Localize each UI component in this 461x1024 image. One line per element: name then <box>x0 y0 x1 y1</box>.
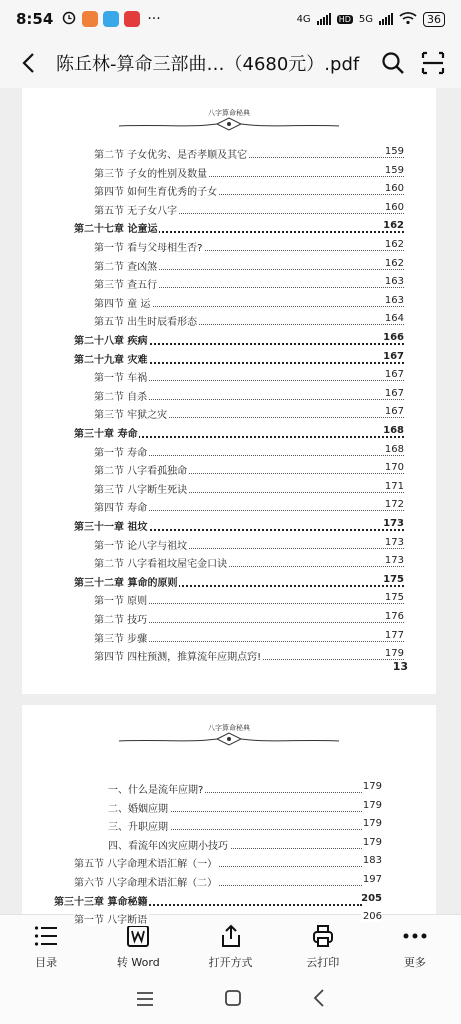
printer-icon <box>311 922 335 950</box>
more-button-label: 更多 <box>403 956 426 969</box>
toc-entry-page: 171 <box>384 480 404 492</box>
toc-entry-page: 205 <box>361 892 382 904</box>
toc-entry-title: 第二节 查凶煞 <box>94 258 159 273</box>
app-notification-orange-icon <box>82 11 98 27</box>
toc-entry-title: 第三十二章 算命的原则 <box>74 574 179 589</box>
toc-entry-title: 第三节 子女的性别及数量 <box>94 165 209 180</box>
toc-entry-page: 164 <box>384 313 404 325</box>
toc-entry[interactable] <box>22 295 436 313</box>
toc-entry-page: 168 <box>384 443 404 455</box>
app-notification-blue-icon <box>103 11 119 27</box>
cloud-print-button[interactable] <box>277 915 369 977</box>
toc-entry-page: 175 <box>383 573 404 585</box>
toc-entry-page: 179 <box>362 799 382 811</box>
toc-entry-title: 第五节 无子女八字 <box>94 202 179 217</box>
toc-entry-page: 163 <box>384 294 404 306</box>
open-with-button[interactable] <box>184 915 276 977</box>
more-notifications-icon: ··· <box>147 11 161 27</box>
alarm-icon <box>61 9 77 29</box>
cloud-print-label: 云打印 <box>306 956 340 969</box>
toc-entry[interactable] <box>22 537 436 555</box>
document-title: 陈丘林-算命三部曲…（4680元）.pdf <box>56 54 360 75</box>
toc-entry-page: 160 <box>384 183 404 195</box>
toc-entry[interactable] <box>22 388 436 406</box>
more-icon <box>403 922 427 950</box>
toc-entry-title: 第三节 查五行 <box>94 276 159 291</box>
search-icon[interactable] <box>379 49 407 77</box>
document-title-bar <box>0 38 461 88</box>
toc-entry-title: 第二节 自杀 <box>94 388 149 403</box>
convert-word-label: 转 Word <box>116 956 160 969</box>
page-header-text: 八字算命秘典 <box>208 724 250 732</box>
system-nav-bar <box>0 976 461 1024</box>
toc-entry[interactable] <box>22 574 436 592</box>
back-arrow-icon[interactable] <box>14 49 42 77</box>
network-4g-label: 4G <box>296 13 311 25</box>
toc-entry-page: 168 <box>383 425 404 436</box>
word-convert-icon <box>126 922 150 950</box>
toc-entry-page: 183 <box>362 855 382 867</box>
page-header-text: 八字算命秘典 <box>208 109 250 117</box>
toc-entry-page: 173 <box>384 555 404 567</box>
toc-entry-title: 三、升职应期 <box>108 818 170 833</box>
battery-icon: 36 <box>423 12 445 27</box>
toc-entry-page: 173 <box>383 518 404 529</box>
recent-apps-icon[interactable] <box>136 991 154 1010</box>
toc-button-label: 目录 <box>35 956 58 969</box>
toc-entry[interactable] <box>22 818 436 836</box>
toc-entry[interactable] <box>22 425 436 443</box>
toc-entry[interactable] <box>22 220 436 238</box>
toc-entry-title: 第六节 八字命理术语汇解（二） <box>74 874 219 889</box>
toc-entry-title: 第一节 八字断语 <box>74 911 149 926</box>
toc-entry-page: 162 <box>383 220 404 232</box>
toc-entry[interactable] <box>22 146 436 164</box>
toc-entry-page: 179 <box>362 818 382 830</box>
toc-entry[interactable] <box>22 499 436 517</box>
toc-entry-page: 172 <box>384 499 404 511</box>
toc-entry[interactable] <box>22 630 436 648</box>
toc-entry-title: 第二十九章 灾难 <box>74 351 149 366</box>
toc-entry-page: 162 <box>384 257 404 269</box>
toc-entry[interactable] <box>22 369 436 387</box>
home-icon[interactable] <box>225 990 241 1010</box>
toc-entry-title: 第一节 看与父母相生否? <box>94 239 205 254</box>
toc-entry[interactable] <box>22 202 436 220</box>
toc-entry-page: 167 <box>383 350 404 362</box>
open-with-label: 打开方式 <box>208 956 253 969</box>
toc-entry-page: 179 <box>384 648 404 660</box>
toc-entry-title: 第四节 寿命 <box>94 499 149 514</box>
toc-entry[interactable] <box>22 648 436 666</box>
toc-entry-page: 160 <box>384 201 404 213</box>
toc-entry-page: 177 <box>384 629 404 641</box>
wifi-icon <box>399 11 417 28</box>
toc-entry-title: 第五节 八字命理术语汇解（一） <box>74 855 219 870</box>
toc-entry-page: 167 <box>384 406 404 418</box>
toc-entry[interactable] <box>22 481 436 499</box>
toc-entry-page: 167 <box>384 387 404 399</box>
network-5g-label: 5G <box>358 13 373 25</box>
toc-entry-page: 170 <box>384 462 404 474</box>
toc-entry[interactable] <box>22 258 436 276</box>
status-time: 8:54 <box>16 10 54 28</box>
toc-entry-title: 第三十章 寿命 <box>74 425 139 440</box>
toc-entry-title: 第四节 童 运 <box>94 295 152 310</box>
toc-entry-page: 173 <box>384 536 404 548</box>
toc-entry-title: 第二节 八字看祖坟屋宅金口诀 <box>94 555 229 570</box>
toc-entry[interactable] <box>22 800 436 818</box>
toc-entry-title: 第三节 八字断生死诀 <box>94 481 189 496</box>
toc-entry[interactable] <box>22 406 436 424</box>
toc-entry-title: 第二十七章 论童运 <box>74 220 159 235</box>
toc-entry[interactable] <box>22 313 436 331</box>
toc-entry-title: 第三节 步骤 <box>94 630 149 645</box>
toc-entry[interactable] <box>22 592 436 610</box>
toc-entry[interactable] <box>22 855 436 873</box>
toc-entry[interactable] <box>22 837 436 855</box>
toc-entry-page: 166 <box>383 332 404 343</box>
toc-entry-title: 第三节 牢狱之灾 <box>94 406 169 421</box>
toc-entry[interactable] <box>22 893 436 911</box>
pdf-page <box>22 88 436 694</box>
toc-entry-title: 第四节 如何生育优秀的子女 <box>94 183 219 198</box>
signal-icon-2 <box>379 13 393 25</box>
toc-entry[interactable] <box>22 555 436 573</box>
toc-entry-title: 第二十八章 疾病 <box>74 332 149 347</box>
toc-entry-title: 第三十一章 祖坟 <box>74 518 149 533</box>
toc-entry-title: 四、看流年凶灾应期小技巧 <box>108 837 230 852</box>
toc-entry-title: 第二节 八字看孤独命 <box>94 462 189 477</box>
toc-entry-page: 162 <box>384 239 404 250</box>
page-fit-icon[interactable] <box>419 49 447 77</box>
toc-entry-title: 二、婚姻应期 <box>108 800 170 815</box>
bottom-toolbar <box>0 914 461 977</box>
toc-entry[interactable] <box>22 165 436 183</box>
signal-icon <box>317 13 331 25</box>
toc-entry[interactable] <box>22 518 436 536</box>
list-icon <box>34 922 58 950</box>
toc-entry-page: 206 <box>362 911 382 923</box>
toc-entry-page: 163 <box>384 276 404 288</box>
toc-entry-page: 167 <box>384 369 404 381</box>
toc-entry[interactable] <box>22 611 436 629</box>
toc-entry[interactable] <box>22 444 436 462</box>
toc-entry-page: 159 <box>384 164 404 176</box>
share-icon <box>219 922 243 950</box>
toc-entry[interactable] <box>22 332 436 350</box>
toc-entry-title: 一、什么是流年应期? <box>108 781 205 796</box>
toc-entry-title: 第一节 寿命 <box>94 444 149 459</box>
page-number: 13 <box>392 660 408 673</box>
toc-entry-page: 176 <box>384 611 404 622</box>
status-bar <box>0 0 461 38</box>
toc-entry-title: 第三十三章 算命秘籍 <box>54 893 149 908</box>
pdf-page <box>22 705 436 945</box>
toc-entry-title: 第二节 技巧 <box>94 611 149 626</box>
toc-entry-page: 179 <box>362 836 382 848</box>
toc-entry-title: 第一节 车祸 <box>94 369 149 384</box>
more-button[interactable] <box>369 915 461 977</box>
toc-entry-page: 179 <box>362 781 382 792</box>
toc-entry-title: 第一节 原则 <box>94 592 149 607</box>
toc-entry[interactable] <box>22 874 436 892</box>
toc-entry-title: 第二节 子女优劣、是否孝顺及其它 <box>94 146 249 161</box>
toc-entry[interactable] <box>22 239 436 257</box>
toc-entry-page: 159 <box>384 146 404 157</box>
toc-entry-page: 175 <box>384 592 404 604</box>
toc-entry-title: 第四节 四柱预测，推算流年应期点窍! <box>94 648 263 663</box>
toc-entry[interactable] <box>22 183 436 201</box>
app-notification-red-icon <box>124 11 140 27</box>
pdf-viewer[interactable] <box>0 88 461 927</box>
toc-entry-page: 197 <box>362 874 382 885</box>
toc-entry[interactable] <box>22 276 436 294</box>
toc-entry-title: 第一节 论八字与祖坟 <box>94 537 189 552</box>
toc-entry-title: 第五节 出生时辰看形态 <box>94 313 199 328</box>
back-icon[interactable] <box>313 989 325 1011</box>
hd-badge: HD <box>338 14 351 24</box>
toc-entry[interactable] <box>22 351 436 369</box>
toc-entry[interactable] <box>22 462 436 480</box>
toc-entry[interactable] <box>22 781 436 799</box>
